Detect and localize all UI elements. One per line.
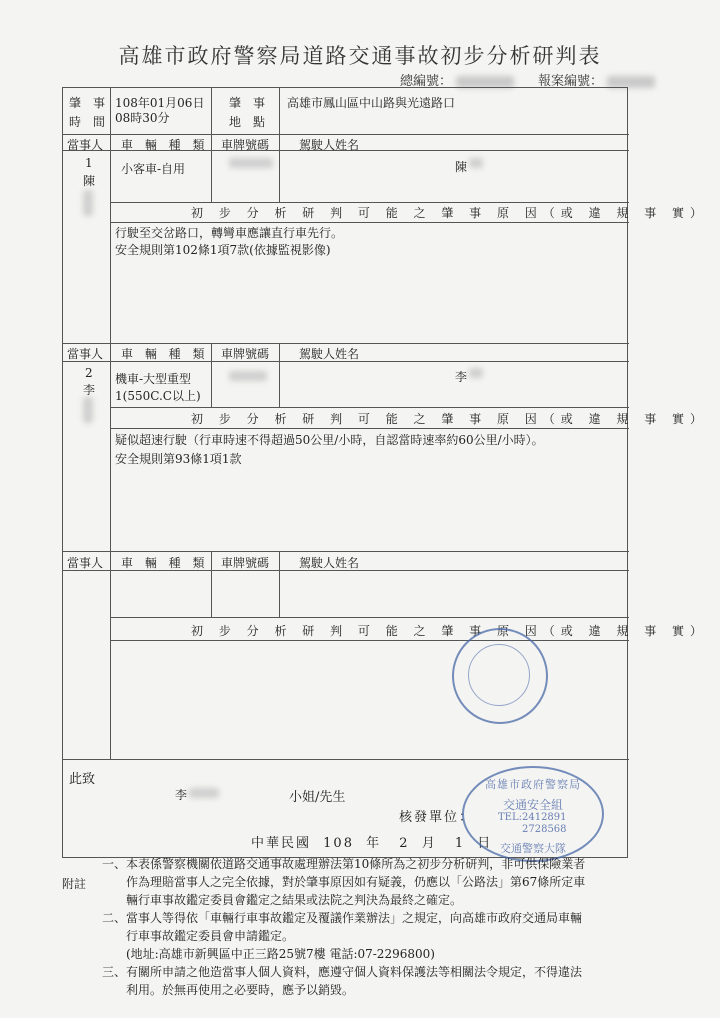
party2-plate-redacted xyxy=(229,371,267,381)
accident-time-label-2: 時 間 xyxy=(69,115,106,129)
party2-vehicle-line2: 1(550C.C以上) xyxy=(115,389,201,403)
note-line: 作為理賠當事人之完全依據，對於肇事原因如有疑義，仍應以「公路法」第67條所定車 xyxy=(102,875,586,889)
party1-driver-redacted xyxy=(469,158,483,168)
party1-header-party: 當事人 xyxy=(67,138,104,152)
party1-name-redacted xyxy=(83,190,93,216)
date-year-unit: 年 xyxy=(366,836,382,851)
date-year: 108 xyxy=(323,836,354,851)
note-line: 三、有關所申請之他造當事人個人資料，應遵守個人資料保護法等相關法令規定，不得違法 xyxy=(102,965,583,979)
accident-date: 108年01月06日 xyxy=(115,96,205,110)
party2-header-vehicle: 車 輛 種 類 xyxy=(121,347,209,361)
party2-reason-line1: 疑似超速行駛（行車時速不得超過50公里/小時，自認當時速率約60公里/小時）。 xyxy=(115,433,544,447)
issuer-stamp-tel2: 2728568 xyxy=(522,824,567,835)
case-number-label: 報案編號： xyxy=(538,74,604,89)
issuer-stamp-middle: 交通安全組 xyxy=(502,798,563,812)
party1-number: 1 xyxy=(85,156,93,170)
party1-plate-redacted xyxy=(229,158,273,168)
note-line: 行車事故鑑定委員會申請鑑定。 xyxy=(102,929,295,943)
party1-header-plate: 車牌號碼 xyxy=(221,138,270,152)
date-month: 2 xyxy=(399,836,410,851)
notes-label: 附註 xyxy=(62,877,87,891)
issuer-stamp xyxy=(462,766,604,862)
date-month-unit: 月 xyxy=(421,836,437,851)
round-seal-inner-ring xyxy=(468,644,530,706)
page-title: 高雄市政府警察局道路交通事故初步分析研判表 xyxy=(118,44,602,68)
party2-header-driver: 駕駛人姓名 xyxy=(299,347,360,361)
accident-place-label-1: 肇 事 xyxy=(229,96,266,110)
issuer-stamp-bottom: 交通警察大隊 xyxy=(500,842,566,855)
issuer-stamp-tel1: 2412891 xyxy=(521,812,567,823)
date-day: 1 xyxy=(454,836,466,851)
issuer-label: 核發單位： xyxy=(399,810,475,825)
party2-header-plate: 車牌號碼 xyxy=(221,347,270,361)
recipient-salutation: 小姐/先生 xyxy=(289,790,346,805)
party3-reason-header: 初 步 分 析 研 判 可 能 之 肇 事 原 因（或 違 規 事 實） xyxy=(191,624,709,638)
party1-reason-line1: 行駛至交岔路口，轉彎車應讓直行車先行。 xyxy=(115,226,344,240)
party1-header-vehicle: 車 輛 種 類 xyxy=(121,138,209,152)
total-number-label: 總編號： xyxy=(400,74,453,89)
party2-vehicle-line1: 機車-大型重型 xyxy=(115,372,192,386)
note-line: 輛行車事故鑑定委員會鑑定之結果或法院之判決為最終之確定。 xyxy=(102,893,463,907)
issue-date xyxy=(251,832,492,851)
party2-header-party: 當事人 xyxy=(67,347,104,361)
issuer-stamp-tel-label: TEL: xyxy=(498,812,522,823)
party1-surname: 陳 xyxy=(83,174,96,188)
closing-to: 此致 xyxy=(69,772,96,787)
party3-header-party: 當事人 xyxy=(67,556,104,570)
party1-reason-header: 初 步 分 析 研 判 可 能 之 肇 事 原 因（或 違 規 事 實） xyxy=(191,206,709,220)
party2-driver-surname: 李 xyxy=(455,370,468,384)
round-seal-stamp xyxy=(452,628,548,724)
accident-place-label-2: 地 點 xyxy=(229,115,266,129)
party2-number: 2 xyxy=(85,366,93,380)
party3-header-vehicle: 車 輛 種 類 xyxy=(121,556,209,570)
accident-time: 08時30分 xyxy=(115,111,170,125)
issuer-stamp-top: 高雄市政府警察局 xyxy=(485,778,581,791)
party2-driver-redacted xyxy=(469,368,483,378)
party2-name-redacted xyxy=(83,397,93,423)
party2-reason-line2: 安全規則第93條1項1款 xyxy=(115,452,242,466)
analysis-table xyxy=(62,87,709,858)
party1-reason-line2: 安全規則第102條1項7款(依據監視影像) xyxy=(115,243,331,257)
total-number-redacted xyxy=(456,76,514,88)
recipient-surname: 李 xyxy=(175,788,188,802)
party2-surname: 李 xyxy=(83,383,96,397)
date-prefix: 中華民國 xyxy=(251,836,312,851)
party3-header-driver: 駕駛人姓名 xyxy=(299,556,360,570)
note-line: 利用。於無再使用之必要時，應予以銷毀。 xyxy=(102,983,355,997)
party1-vehicle: 小客車-自用 xyxy=(121,162,186,176)
issuer-stamp-tel xyxy=(498,812,567,823)
note-line: 二、當事人等得依「車輛行車事故鑑定及覆議作業辦法」之規定，向高雄市政府交通局車輛 xyxy=(102,911,583,925)
accident-time-label-1: 肇 事 xyxy=(69,96,106,110)
accident-place: 高雄市鳳山區中山路與光遠路口 xyxy=(287,96,456,110)
recipient-name-redacted xyxy=(189,788,219,798)
party1-driver-surname: 陳 xyxy=(455,160,468,174)
party1-header-driver: 駕駛人姓名 xyxy=(299,138,360,152)
date-day-unit: 日 xyxy=(477,836,493,851)
note-line: 一、本表係警察機關依道路交通事故處理辦法第10條所為之初步分析研判，非可供保險業者 xyxy=(102,857,586,871)
note-line: (地址:高雄市新興區中正三路25號7樓 電話:07-2296800) xyxy=(102,947,435,961)
case-number-redacted xyxy=(607,76,655,88)
party2-reason-header: 初 步 分 析 研 判 可 能 之 肇 事 原 因（或 違 規 事 實） xyxy=(191,412,709,426)
party3-header-plate: 車牌號碼 xyxy=(221,556,270,570)
